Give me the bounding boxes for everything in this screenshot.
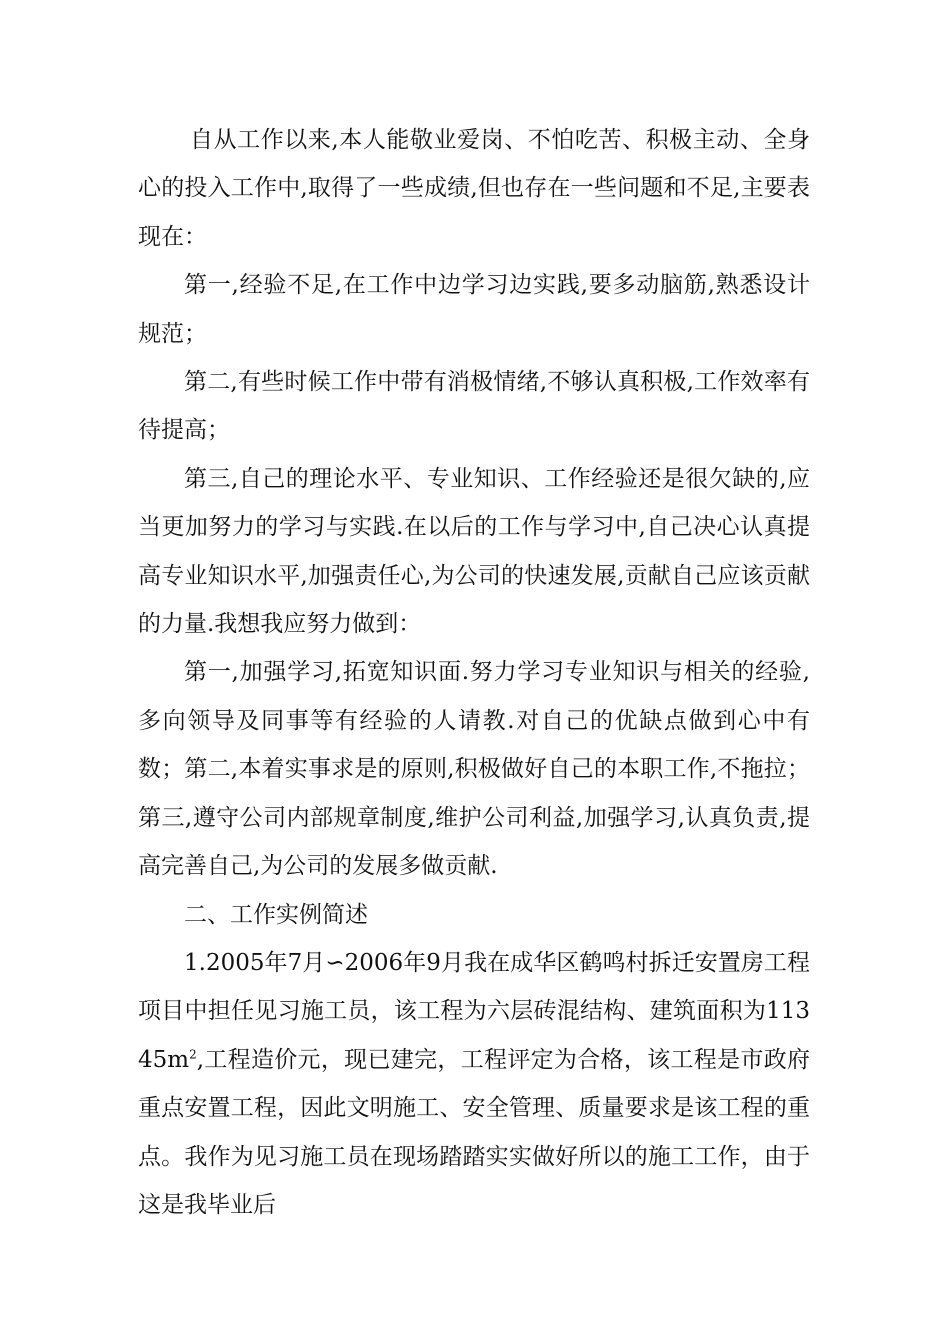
paragraph-point-3: 第三,自己的理论水平、专业知识、工作经验还是很欠缺的,应当更加努力的学习与实践.在以后的工作与学习中,自己决心认真提高专业知识水平,加强责任心,为公司的快速发展,贡献自己应该贡献的力量.我想我应努力做到： [138,465,810,638]
paragraph-intro: 自从工作以来,本人能敬业爱岗、不怕吃苦、积极主动、全身心的投入工作中,取得了一些成绩,但也存在一些问题和不足,主要表现在： [138,127,810,250]
paragraph-example-1 [138,939,810,1229]
section-heading-work-examples: 二、工作实例简述 [184,901,368,928]
example-text-before: 1.2005年7月∽2006年9月我在成华区鹤鸣村拆迁安置房工程项目中担任见习施工员，该工程为六层砖混结构、建筑面积为11345m [138,949,810,1073]
paragraph-point-1: 第一,经验不足,在工作中边学习边实践,要多动脑筋,熟悉设计规范； [138,272,810,347]
example-text-after: ,工程造价元，现已建完，工程评定为合格，该工程是市政府重点安置工程，因此文明施工、安全管理、质量要求是该工程的重点。我作为见习施工员在现场踏踏实实做好所以的施工工作，由于这是我毕业后 [138,1046,810,1218]
area-unit-superscript: 2 [189,1047,197,1062]
paragraph-point-2: 第二,有些时候工作中带有消极情绪,不够认真积极,工作效率有待提高； [138,369,810,444]
document-body [138,116,810,1229]
paragraph-improvements: 第一,加强学习,拓宽知识面.努力学习专业知识与相关的经验,多向领导及同事等有经验的人请教.对自己的优缺点做到心中有数；第二,本着实事求是的原则,积极做好自己的本职工作,不拖拉；第三,遵守公司内部规章制度,维护公司利益,加强学习,认真负责,提高完善自己,为公司的发展多做贡献. [138,659,810,880]
